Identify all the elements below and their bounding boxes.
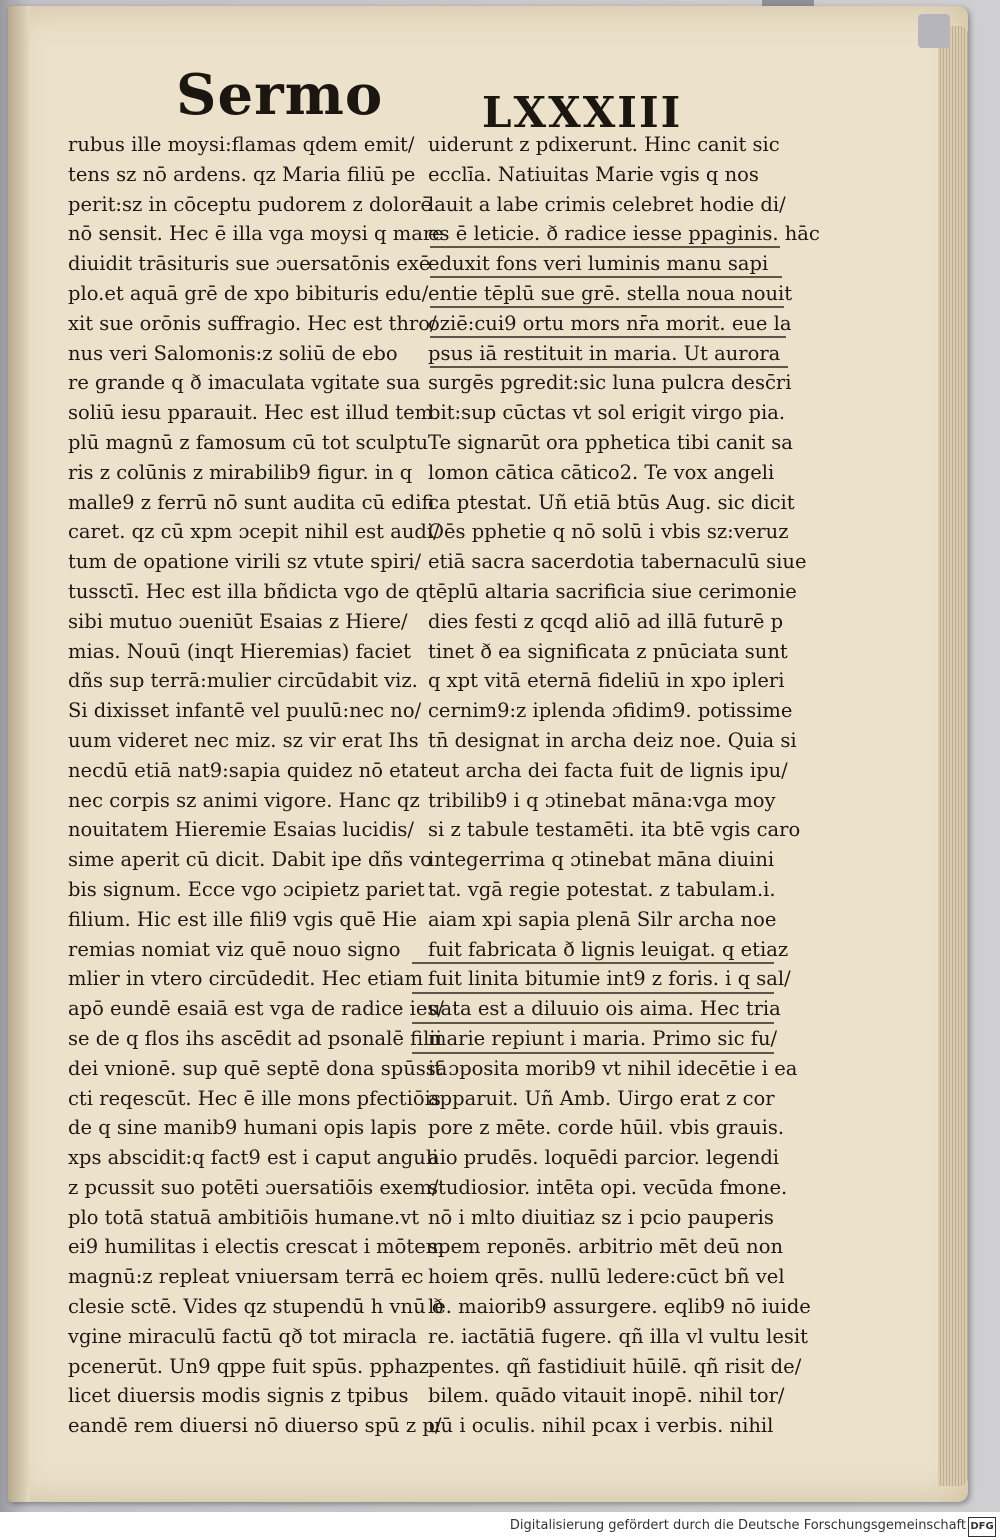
text-line: integerrima q ɔtinebat māna diuini [428, 848, 775, 872]
page-gutter [8, 6, 30, 1502]
text-line: sibi mutuo ɔueniūt Esaias z Hiere/ [68, 609, 408, 633]
text-line: vgine miraculū factū qð tot miracla [68, 1324, 418, 1348]
text-line: z pcussit suo potēti ɔuersatiōis exem/ [68, 1175, 439, 1199]
text-line: de q sine manib9 humani opis lapis [68, 1116, 417, 1140]
text-line: fuit linita bitumie int9 z foris. i q sal/ [428, 967, 791, 991]
text-line: tussctī. Hec est illa bñdicta vgo de q [68, 579, 429, 603]
page-clip [918, 14, 950, 48]
text-line: nec corpis sz animi vigore. Hanc qz [68, 788, 420, 812]
text-line: aiam xpi sapia plenā Silr archa noe [428, 907, 777, 931]
text-line: caret. qz cū xpm ɔcepit nihil est audi/ [68, 520, 440, 544]
manuscript-underline [430, 246, 780, 248]
text-line: lomon cātica cātico2. Te vox angeli [428, 460, 775, 484]
text-line: oziē:cui9 ortu mors nr̄a morit. eue la [428, 311, 792, 335]
text-line: fuit fabricata ð lignis leuigat. q etiaz [428, 937, 789, 961]
text-line: marie repiunt i maria. Primo sic fu/ [428, 1026, 778, 1050]
text-line: tat. vgā regie potestat. z tabulam.i. [428, 877, 776, 901]
manuscript-underline [430, 276, 782, 278]
manuscript-underline [430, 366, 788, 368]
manuscript-underline [430, 336, 786, 338]
text-line: entie tēplū sue grē. stella noua nouit [428, 281, 793, 305]
manuscript-underline [412, 962, 774, 964]
text-line: tinet ð ea significata z pnūciata sunt [428, 639, 788, 663]
text-line: si z tabule testamēti. ita btē vgis caro [428, 818, 801, 842]
text-line: plo totā statuā ambitiōis humane.vt [68, 1205, 420, 1229]
text-line: rubus ille moysi:flamas qdem emit/ [68, 133, 415, 156]
text-line: eandē rem diuersi nō diuerso spū z p/ [68, 1414, 442, 1438]
text-line: necdū etiā nat9:sapia quidez nō etate [68, 758, 440, 782]
text-line: cernim9:z iplenda ɔfidim9. potissime [428, 699, 793, 723]
text-line: mias. Nouū (inqt Hieremias) faciet [68, 639, 411, 663]
text-line: bis signum. Ecce vgo ɔcipietz pariet [68, 877, 425, 901]
text-line: hoiem qrēs. nullū ledere:cūct bñ vel [428, 1265, 785, 1289]
text-line: tum de opatione virili sz vtute spiri/ [68, 550, 422, 574]
text-line: nō sensit. Hec ē illa vga moysi q mare [68, 222, 444, 246]
text-line: uum videret nec miz. sz vir erat Ihs [68, 728, 419, 752]
text-line: uata est a diluuio ois aima. Hec tria [428, 997, 781, 1021]
text-line: bilem. quādo vitauit inopē. nihil tor/ [428, 1384, 785, 1408]
text-line: it ɔposita morib9 vt nihil idecētie i ea [428, 1056, 798, 1080]
manuscript-underline [412, 992, 774, 994]
text-line: etiā sacra sacerdotia tabernaculū siue [428, 550, 807, 574]
text-line: malle9 z ferrū nō sunt audita cū edifi [68, 490, 435, 514]
text-line: bit:sup cūctas vt sol erigit virgo pia. [428, 401, 786, 425]
text-line: aio prudēs. loquēdi parcior. legendi [428, 1146, 780, 1170]
dfg-logo: DFG [968, 1517, 996, 1537]
text-line: uū i oculis. nihil pcax i verbis. nihil [428, 1414, 774, 1438]
text-line: xit sue orōnis suffragio. Hec est thro/ [68, 311, 437, 335]
running-head-sermo: Sermo [176, 62, 384, 128]
text-line: tens sz nō ardens. qz Maria filiū pe [68, 162, 416, 186]
text-line: mlier in vtero circūdedit. Hec etiam [68, 967, 423, 991]
text-line: re. iactātiā fugere. qñ illa vl vultu lesit [428, 1324, 808, 1348]
funding-credit: Digitalisierung gefördert durch die Deutsche Forschungsgemeinschaft [509, 1518, 966, 1533]
text-line: dies festi z qcqd aliō ad illā futurē p [428, 609, 784, 633]
text-line: dei vnionē. sup quē septē dona spūssā [68, 1056, 448, 1080]
text-line: psus iā restituit in maria. Ut aurora [428, 341, 781, 365]
page-edges [938, 26, 968, 1486]
manuscript-underline [412, 1052, 774, 1054]
text-line: uiderunt z pdixerunt. Hinc canit sic [428, 133, 780, 156]
text-line: nō i mlto diuitiaz sz i pcio pauperis [428, 1205, 774, 1229]
text-line: cti reqescūt. Hec ē ille mons pfectiōis [68, 1086, 441, 1110]
text-line: cut archa dei facta fuit de lignis ipu/ [428, 758, 788, 782]
text-line: apparuit. Uñ Amb. Uirgo erat z cor [428, 1086, 775, 1110]
text-line: xps abscidit:q fact9 est i caput anguli [68, 1146, 439, 1170]
text-line: es ē leticie. ð radice iesse ppaginis. hāc [428, 222, 820, 246]
text-line: plū magnū z famosum cū tot sculptu [68, 430, 429, 454]
text-line: pcenerūt. Un9 qppe fuit spūs. pphaz [68, 1354, 429, 1378]
text-line: magnū:z repleat vniuersam terrā ec [68, 1265, 424, 1289]
text-line: lauit a labe crimis celebret hodie di/ [428, 192, 786, 216]
text-line: re grande q ð imaculata vgitate sua [68, 371, 421, 395]
text-line: sime aperit cū dicit. Dabit ipe dñs vo [68, 848, 432, 872]
text-line: ecclīa. Natiuitas Marie vgis q nos [428, 162, 759, 186]
manuscript-underline [412, 1022, 774, 1024]
text-line: tn̄ designat in archa deiz noe. Quia si [428, 728, 797, 752]
folio-number: LXXXIII [482, 88, 683, 137]
text-line: nouitatem Hieremie Esaias lucidis/ [68, 818, 414, 842]
text-line: eduxit fons veri luminis manu sapi [428, 252, 769, 276]
text-line: pentes. qñ fastidiuit hūilē. qñ risit de/ [428, 1354, 802, 1378]
text-line: soliū iesu pparauit. Hec est illud tem [68, 401, 434, 425]
text-line: pore z mēte. corde hūil. vbis grauis. [428, 1116, 785, 1140]
text-line: clesie sctē. Vides qz stupendū h vnū ð [68, 1295, 444, 1319]
text-line: remias nomiat viz quē nouo signo [68, 937, 401, 961]
text-line: studiosior. intēta opi. vecūda fmone. [428, 1175, 788, 1199]
left-text-column [68, 130, 448, 1441]
text-line: Te signarūt ora pphetica tibi canit sa [428, 430, 793, 454]
text-line: tēplū altaria sacrificia siue cerimonie [428, 579, 797, 603]
footer-bar [0, 1514, 1000, 1540]
text-line: dñs sup terrā:mulier circūdabit viz. [68, 669, 418, 693]
text-line: Si dixisset infantē vel puulū:nec no/ [68, 699, 422, 723]
text-line: licet diuersis modis signis z tpibus [68, 1384, 409, 1408]
text-line: Oēs pphetie q nō solū i vbis sz:veruz [428, 520, 789, 544]
right-text-column [428, 130, 820, 1441]
text-line: q xpt vitā eternā fideliū in xpo ipleri [428, 669, 785, 693]
text-line: apō eundē esaiā est vga de radice ies/ [68, 997, 444, 1021]
text-line: filium. Hic est ille fili9 vgis quē Hie [68, 907, 417, 931]
text-line: le. maiorib9 assurgere. eqlib9 nō iuide [428, 1295, 811, 1319]
text-line: plo.et aquā grē de xpo bibituris edu/ [68, 281, 429, 305]
manuscript-underline [430, 306, 784, 308]
text-line: surgēs pgredit:sic luna pulcra desc̄ri [428, 371, 792, 395]
text-line: ris z colūnis z mirabilib9 figur. in q [68, 460, 413, 484]
text-line: perit:sz in cōceptu pudorem z dolorē [68, 192, 433, 216]
text-line: tribilib9 i q ɔtinebat māna:vga moy [428, 788, 776, 812]
text-line: se de q flos ihs ascēdit ad psonalē filii [68, 1026, 442, 1050]
text-line: diuidit trāsituris sue ɔuersatōnis exē [68, 252, 431, 276]
text-line: spem reponēs. arbitrio mēt deū non [428, 1235, 784, 1259]
text-line: ca ptestat. Uñ etiā btūs Aug. sic dicit [428, 490, 795, 514]
text-line: ei9 humilitas i electis crescat i mōtem [68, 1235, 445, 1259]
text-line: nus veri Salomonis:z soliū de ebo [68, 341, 398, 365]
